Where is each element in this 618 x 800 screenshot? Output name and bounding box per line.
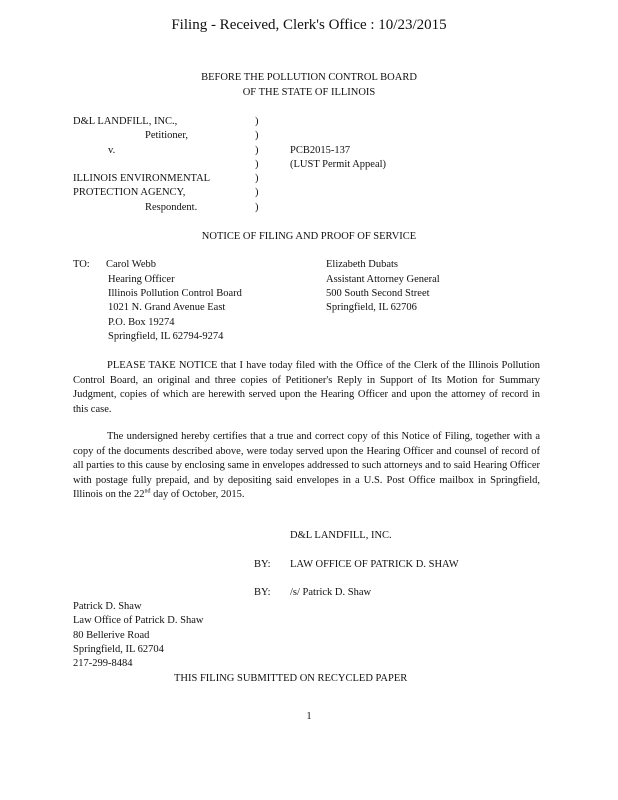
certification-text: The undersigned hereby certifies that a true and correct copy of this Notice of Filing, together with a copy of the documents described above, were today served upon the Hearing Officer and counsel of record of all parties to this cause by enclosing same in envelopes addressed to such attorneys and to said Hearing Officer with postage fully prepaid, and by depositing said envelopes in a U.S. Post Office mailbox in Springfield, Illinois on the 22	[73, 431, 540, 500]
case-type: (LUST Permit Appeal)	[290, 159, 387, 170]
notice-paragraph-text: PLEASE TAKE NOTICE that I have today filed with the Office of the Clerk of the Illinois Pollution Control Board, an original and three copies of Petitioner's Reply in Support of Its Motion for Summary Judgment, copies of which are herewith served upon the Hearing Officer and upon the attorney of record in this case.	[73, 360, 540, 415]
certification-paragraph	[73, 430, 540, 503]
recipient-line: Carol Webb	[106, 259, 156, 270]
notice-title: NOTICE OF FILING AND PROOF OF SERVICE	[201, 231, 417, 242]
attorney-line: 80 Bellerive Road	[73, 630, 150, 641]
respondent-name-line2: PROTECTION AGENCY,	[73, 187, 186, 198]
page-number: 1	[306, 711, 312, 722]
signature-party: D&L LANDFILL, INC.	[290, 530, 392, 541]
to-label: TO:	[73, 259, 90, 270]
certification-date-end: day of October, 2015.	[150, 489, 245, 500]
board-heading-line1: BEFORE THE POLLUTION CONTROL BOARD	[201, 72, 417, 83]
caption-paren: )	[255, 116, 259, 127]
respondent-name-line1: ILLINOIS ENVIRONMENTAL	[73, 173, 211, 184]
attorney-line: Patrick D. Shaw	[73, 601, 142, 612]
notice-paragraph	[73, 359, 540, 417]
caption-paren: )	[255, 202, 259, 213]
recipient-line: P.O. Box 19274	[108, 317, 175, 328]
signature-firm: LAW OFFICE OF PATRICK D. SHAW	[290, 559, 459, 570]
versus-label: v.	[108, 145, 116, 156]
recipient-line: Illinois Pollution Control Board	[108, 288, 242, 299]
respondent-role: Respondent.	[145, 202, 198, 213]
caption-paren: )	[255, 187, 259, 198]
recipient-line: 1021 N. Grand Avenue East	[108, 302, 226, 313]
date-suffix: nd	[144, 488, 151, 495]
caption-paren: )	[255, 130, 259, 141]
attorney-line: Law Office of Patrick D. Shaw	[73, 615, 204, 626]
board-heading-line2: OF THE STATE OF ILLINOIS	[242, 87, 376, 98]
caption-paren: )	[255, 173, 259, 184]
attorney-line: 217-299-8484	[73, 658, 133, 669]
recipient-line: 500 South Second Street	[326, 288, 430, 299]
by-label: BY:	[254, 587, 271, 598]
recipient-line: Springfield, IL 62706	[326, 302, 417, 313]
recipient-line: Assistant Attorney General	[326, 274, 440, 285]
attorney-line: Springfield, IL 62704	[73, 644, 164, 655]
recycled-notice: THIS FILING SUBMITTED ON RECYCLED PAPER	[174, 673, 408, 684]
filing-stamp: Filing - Received, Clerk's Office : 10/23/2015	[171, 17, 447, 33]
caption-paren: )	[255, 145, 259, 156]
recipient-line: Hearing Officer	[108, 274, 175, 285]
case-number: PCB2015-137	[290, 145, 351, 156]
recipient-line: Elizabeth Dubats	[326, 259, 399, 270]
recipient-line: Springfield, IL 62794-9274	[108, 331, 224, 342]
petitioner-name: D&L LANDFILL, INC.,	[73, 116, 178, 127]
petitioner-role: Petitioner,	[145, 130, 189, 141]
by-label: BY:	[254, 559, 271, 570]
electronic-signature: /s/ Patrick D. Shaw	[290, 587, 372, 598]
caption-paren: )	[255, 159, 259, 170]
